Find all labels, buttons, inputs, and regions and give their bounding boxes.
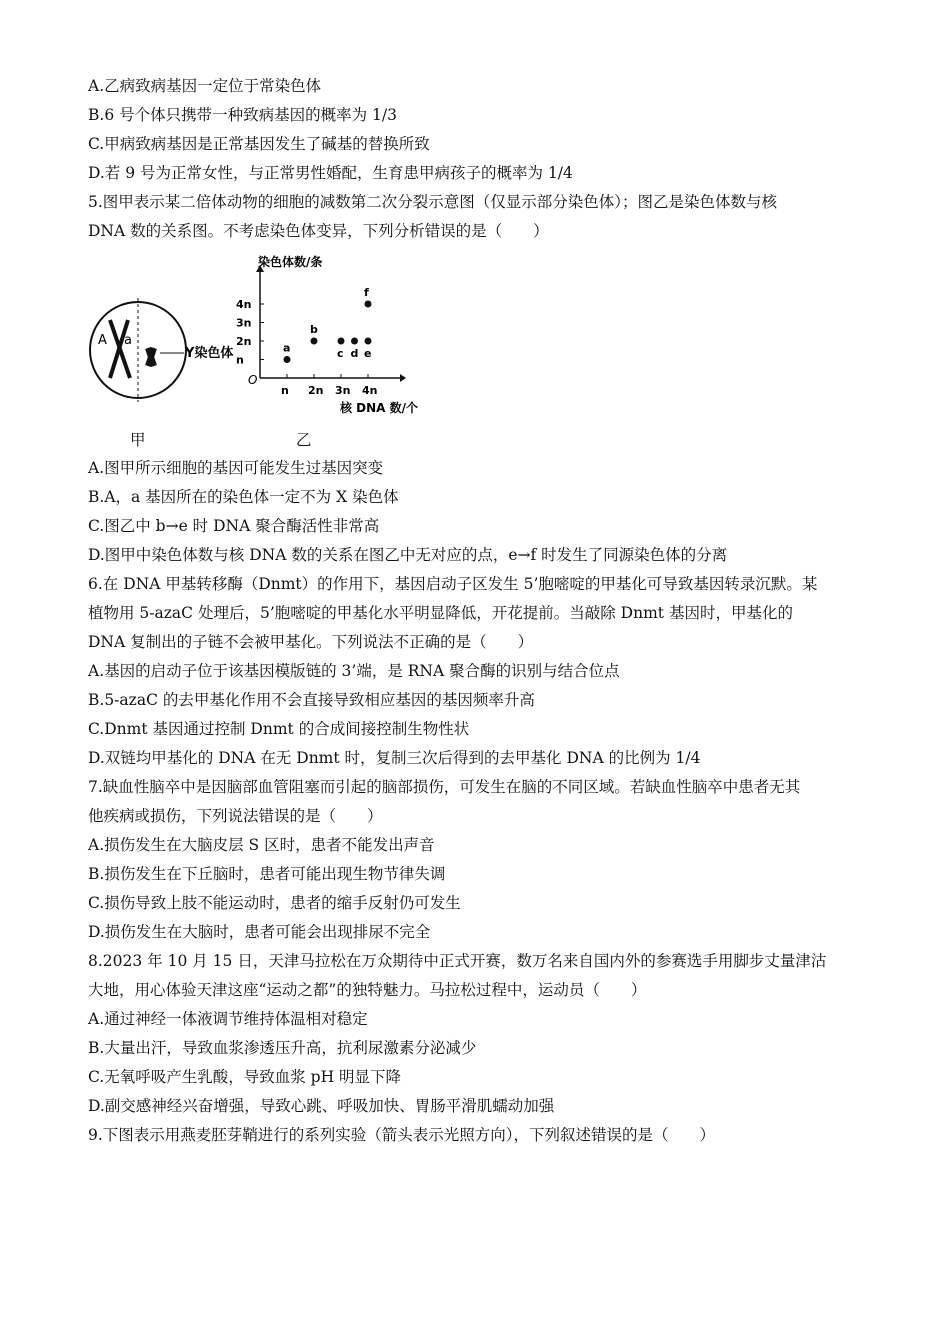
x-tick-label: 4n [362,384,378,397]
text-line: D.损伤发生在大脑时，患者可能会出现排尿不完全 [88,923,431,941]
question-8-stem: 大地，用心体验天津这座“运动之都”的独特魅力。马拉松过程中，运动员（ ） [88,981,647,999]
question-6-stem: DNA 复制出的子链不会被甲基化。下列说法不正确的是（ ） [88,633,534,651]
x-axis-arrow [400,374,406,382]
caption-right: 乙 [296,431,312,449]
x-tick-label: 2n [308,384,324,397]
origin-label: O [248,373,258,387]
question-7-stem: 他疾病或损伤，下列说法错误的是（ ） [88,807,383,825]
text-line: A.图甲所示细胞的基因可能发生过基因突变 [88,459,384,477]
cell-diagram [90,298,233,402]
text-line: A.乙病致病基因一定位于常染色体 [88,77,322,95]
y-tick-label: n [236,353,244,367]
text-line: D.若 9 号为正常女性，与正常男性婚配，生育患甲病孩子的概率为 1/4 [88,164,573,182]
gene-label-a: a [124,333,132,348]
x-axis-label: 核 DNA 数/个 [340,401,419,415]
data-point [351,338,358,345]
data-point-label: c [337,347,344,360]
data-point [284,356,291,363]
data-point [365,338,372,345]
y-tick-label: 3n [236,316,252,330]
data-point-label: d [350,347,359,360]
text-line: A.基因的启动子位于该基因模版链的 3’端，是 RNA 聚合酶的识别与结合位点 [88,662,620,680]
data-point-label: f [364,286,369,299]
data-point-label: e [364,347,372,360]
y-tick-label: 4n [236,298,252,311]
y-chromosome-label: Y染色体 [185,346,234,361]
text-line: C.甲病致病基因是正常基因发生了碱基的替换所致 [88,135,430,153]
y-tick-label: 2n [236,335,252,348]
data-point [311,338,318,345]
text-line: D.图甲中染色体数与核 DNA 数的关系在图乙中无对应的点，e→f 时发生了同源染色体的分离 [88,546,728,564]
x-tick-label: 3n [335,384,351,397]
text-line: B.大量出汗，导致血浆渗透压升高，抗利尿激素分泌减少 [88,1039,477,1057]
text-line: A.损伤发生在大脑皮层 S 区时，患者不能发出声音 [88,836,435,854]
data-point [338,338,345,345]
question-5-stem: 5.图甲表示某二倍体动物的细胞的减数第二次分裂示意图（仅显示部分染色体）；图乙是染色体数与核 [88,193,778,211]
x-tick-label: n [281,384,289,397]
text-line: D.副交感神经兴奋增强，导致心跳、呼吸加快、胃肠平滑肌蠕动加强 [88,1097,555,1115]
y-axis-label: 染色体数/条 [258,255,323,269]
question-8-stem: 8.2023 年 10 月 15 日，天津马拉松在万众期待中正式开赛，数万名来自国内外的参赛选手用脚步丈量津沽 [88,952,827,970]
figure-svg [88,250,428,450]
data-point-label: a [283,341,291,355]
text-line: B.损伤发生在下丘脑时，患者可能出现生物节律失调 [88,865,446,883]
text-line: B.6 号个体只携带一种致病基因的概率为 1/3 [88,106,397,124]
text-line: C.损伤导致上肢不能运动时，患者的缩手反射仍可发生 [88,894,461,912]
text-line: B.A，a 基因所在的染色体一定不为 X 染色体 [88,488,399,506]
question-6-stem: 植物用 5-azaC 处理后，5’胞嘧啶的甲基化水平明显降低，开花提前。当敲除 Dnmt 基因时，甲基化的 [88,604,793,622]
text-line: C.无氧呼吸产生乳酸，导致血浆 pH 明显下降 [88,1068,402,1086]
question-9-stem: 9.下图表示用燕麦胚芽鞘进行的系列实验（箭头表示光照方向），下列叙述错误的是（ ） [88,1126,716,1144]
text-line: C.图乙中 b→e 时 DNA 聚合酶活性非常高 [88,517,380,535]
data-point-label: b [310,323,318,336]
text-line: D.双链均甲基化的 DNA 在无 Dnmt 时，复制三次后得到的去甲基化 DNA 的比例为 1/4 [88,749,701,767]
figure-5 [88,250,428,450]
gene-label-A: A [98,333,107,348]
scatter-chart [236,254,418,415]
question-6-stem: 6.在 DNA 甲基转移酶（Dnmt）的作用下，基因启动子区发生 5’胞嘧啶的甲基化可导致基因转录沉默。某 [88,575,818,593]
question-5-stem: DNA 数的关系图。不考虑染色体变异，下列分析错误的是（ ） [88,222,549,240]
question-7-stem: 7.缺血性脑卒中是因脑部血管阻塞而引起的脑部损伤，可发生在脑的不同区域。若缺血性脑卒中患者无其 [88,778,801,796]
caption-left: 甲 [130,431,146,449]
text-line: A.通过神经一体液调节维持体温相对稳定 [88,1010,368,1028]
text-line: B.5-azaC 的去甲基化作用不会直接导致相应基因的基因频率升高 [88,691,535,709]
text-line: C.Dnmt 基因通过控制 Dnmt 的合成间接控制生物性状 [88,720,470,738]
data-point [365,301,372,308]
y-chromosome [148,348,154,366]
